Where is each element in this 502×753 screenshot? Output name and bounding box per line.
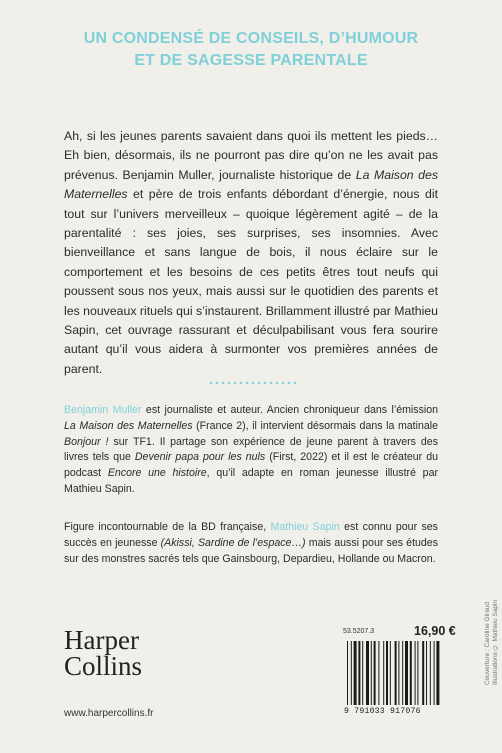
barcode-bar <box>434 641 435 705</box>
logo-line-2: Collins <box>64 651 143 681</box>
publisher-logo <box>64 627 142 679</box>
bio-text: (France 2), il intervient désormais dans la matinale <box>192 419 438 432</box>
barcode-bar <box>347 641 348 705</box>
bio-text: mais aussi pour ses études sur des monstres sacrés tels que Gainsbourg, Depardieu, Hollande ou Macron. <box>64 536 438 565</box>
publisher-website[interactable]: www.harpercollins.fr <box>64 708 154 719</box>
bio-text: (First, 2022) et il est le créateur du podcast <box>64 451 438 480</box>
barcode-bar <box>417 641 418 705</box>
barcode-bar <box>386 641 388 705</box>
catalog-code: 53.5207.3 <box>343 628 375 635</box>
barcode-bar <box>430 641 431 705</box>
barcode-bar <box>390 641 391 705</box>
barcode <box>345 641 463 705</box>
barcode-bar <box>426 641 427 705</box>
barcode-bar <box>354 641 357 705</box>
barcode-bar <box>410 641 412 705</box>
bio-text: est journaliste et auteur. Ancien chroniqueur dans l’émission <box>141 404 438 416</box>
barcode-bar <box>398 641 399 705</box>
bio-text: est connu pour ses succès en jeunesse <box>64 521 438 549</box>
headline <box>40 28 462 72</box>
headline-line-2: ET DE SAGESSE PARENTALE <box>134 52 368 69</box>
cover-credits <box>484 600 500 685</box>
blurb-paragraph <box>64 127 438 379</box>
bio-italic: (Akissi, Sardine de l’espace…) <box>160 536 306 549</box>
credit-line: Couverture : Caroline Giraud <box>484 601 491 686</box>
author-bio <box>64 403 438 498</box>
credit-line: Illustrations © Mathieu Sapin <box>492 600 499 686</box>
bio-italic: Bonjour ! <box>64 435 109 448</box>
barcode-bar <box>436 641 439 705</box>
barcode-bar <box>371 641 372 705</box>
blurb-show-title: La Maison des Maternelles <box>64 167 438 202</box>
barcode-bar <box>351 641 352 705</box>
barcode-bar <box>358 641 360 705</box>
price: 16,90 € <box>414 624 456 638</box>
barcode-bar <box>378 641 379 705</box>
illustrator-name: Mathieu Sapin <box>270 521 340 533</box>
barcode-bar <box>366 641 369 705</box>
isbn-digits: 9 791033 917076 <box>344 707 421 716</box>
dotted-divider <box>208 380 298 386</box>
bio-text: Figure incontournable de la BD française, <box>64 521 271 533</box>
headline-line-1: UN CONDENSÉ DE CONSEILS, D’HUMOUR <box>83 30 419 47</box>
illustrator-bio <box>64 520 438 567</box>
bio-italic: Devenir papa pour les nuls <box>134 451 266 464</box>
bio-italic: Encore une histoire <box>107 467 207 480</box>
barcode-bar <box>383 641 384 705</box>
bio-italic: La Maison des Maternelles <box>64 419 193 432</box>
blurb-text: Ah, si les jeunes parents savaient dans quoi ils mettent les pieds… Eh bien, désormais, ils ne pourront pas dire qu’on ne les avait pas prévenus. Benjamin Muller, journaliste historique de <box>64 129 438 182</box>
barcode-bar <box>402 641 403 705</box>
barcode-bar <box>374 641 376 705</box>
barcode-bar <box>362 641 363 705</box>
blurb-text: et père de trois enfants débordant d’énergie, nous dit tout sur l’univers merveilleux – quoique légèrement agité – de la parentalité : ses joies, ses surprises, ses insomnies. Avec bienveillance et sans langue de bois, il nous éclaire sur le comportement et les besoins de ces petits êtres tout neufs qui poussent sous nos yeux, mais aussi sur le quotidien des parents et les nouveaux rituels qui s’instaurent. Brillamment illustré par Mathieu Sapin, cet ouvrage rassurant et déculpabilisant vous fera sourire autant qu’il vous aidera à surmonter vos premières années de parent. <box>64 187 438 376</box>
author-name: Benjamin Muller <box>64 404 142 416</box>
logo-line-1: Harper <box>64 625 139 655</box>
barcode-bar <box>405 641 408 705</box>
barcode-bar <box>415 641 416 705</box>
bio-text: sur TF1. Il partage son expérience de jeune parent à travers des livres tels que <box>64 435 438 464</box>
barcode-bar <box>422 641 424 705</box>
bio-text: , qu’il adapte en roman jeunesse illustré par Mathieu Sapin. <box>64 467 438 495</box>
barcode-bar <box>395 641 397 705</box>
